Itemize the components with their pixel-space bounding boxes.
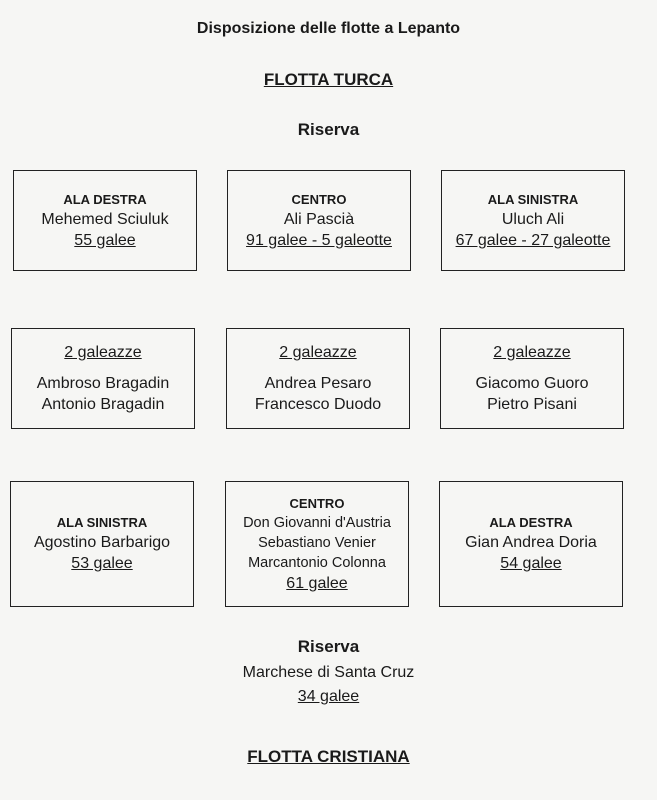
turkish-left-wing-box bbox=[441, 170, 625, 271]
commander: Gian Andrea Doria bbox=[465, 534, 597, 551]
turkish-center-box bbox=[227, 170, 411, 271]
ship-count: 54 galee bbox=[500, 555, 562, 572]
commander: Uluch Ali bbox=[501, 210, 565, 228]
christian-reserve-commander: Marchese di Santa Cruz bbox=[242, 664, 415, 681]
commander: Don Giovanni d'Austria bbox=[243, 514, 391, 531]
christian-left-wing-box bbox=[10, 481, 194, 607]
ship-count: 67 galee - 27 galeotte bbox=[455, 231, 611, 249]
box-label: ALA SINISTRA bbox=[56, 515, 148, 530]
ship-count: 55 galee bbox=[74, 231, 136, 249]
commander: Francesco Duodo bbox=[254, 396, 382, 413]
commander: Mehemed Sciuluk bbox=[41, 210, 169, 228]
ship-count: 34 galee bbox=[297, 688, 360, 705]
christian-reserve-label: Riserva bbox=[297, 637, 360, 656]
commander: Pietro Pisani bbox=[487, 396, 577, 413]
commander: Ali Pascià bbox=[283, 210, 355, 228]
christian-reserve-ships bbox=[0, 686, 657, 708]
galleass-box-3 bbox=[440, 328, 624, 429]
commander: Antonio Bragadin bbox=[41, 396, 165, 413]
commander: Agostino Barbarigo bbox=[33, 534, 171, 551]
box-label: CENTRO bbox=[291, 191, 347, 207]
commander: Marcantonio Colonna bbox=[248, 554, 386, 571]
box-label: ALA DESTRA bbox=[489, 515, 573, 530]
ship-count: 2 galeazze bbox=[493, 344, 571, 361]
box-label: CENTRO bbox=[289, 495, 345, 511]
ship-count: 61 galee bbox=[286, 574, 348, 592]
commander: Sebastiano Venier bbox=[258, 534, 376, 551]
ship-count: 2 galeazze bbox=[64, 344, 142, 361]
turkish-reserve-label: Riserva bbox=[297, 120, 360, 139]
box-label: ALA SINISTRA bbox=[487, 191, 579, 207]
christian-right-wing-box bbox=[439, 481, 623, 607]
galleass-box-2 bbox=[226, 328, 410, 429]
turkish-fleet-heading: FLOTTA TURCA bbox=[263, 70, 394, 89]
commander: Giacomo Guoro bbox=[475, 375, 589, 392]
galleass-box-1 bbox=[11, 328, 195, 429]
box-label: ALA DESTRA bbox=[63, 191, 147, 207]
christian-center-box bbox=[225, 481, 409, 607]
ship-count: 91 galee - 5 galeotte bbox=[246, 231, 392, 249]
diagram-title: Disposizione delle flotte a Lepanto bbox=[196, 20, 461, 37]
turkish-right-wing-box bbox=[13, 170, 197, 271]
christian-fleet-heading: FLOTTA CRISTIANA bbox=[247, 747, 410, 766]
commander: Andrea Pesaro bbox=[264, 375, 372, 392]
ship-count: 2 galeazze bbox=[279, 344, 357, 361]
ship-count: 53 galee bbox=[71, 555, 133, 572]
commander: Ambroso Bragadin bbox=[36, 375, 170, 392]
